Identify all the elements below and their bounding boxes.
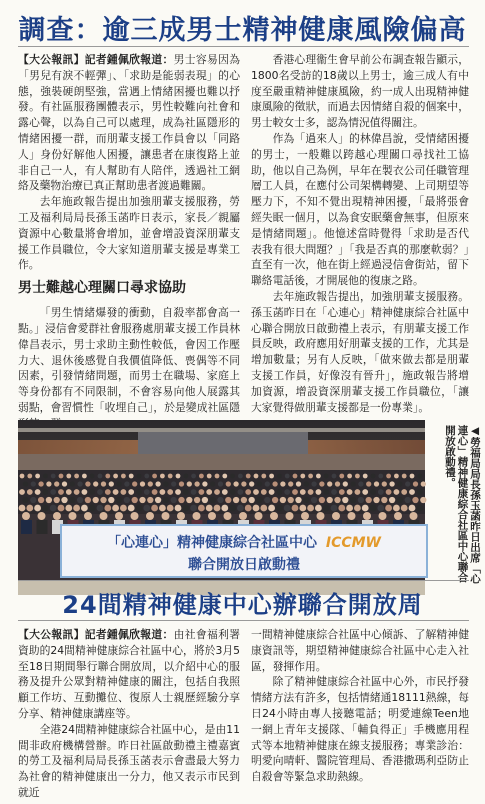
banner-subtitle: 聯合開放日啟動禮 (188, 557, 300, 573)
headline-survey: 調查：逾三成男士精神健康風險偏高 (18, 15, 467, 46)
section-rule (18, 580, 469, 581)
headline-open-week: 24間精神健康中心辦聯合開放周 (62, 591, 423, 619)
article1-subheading: 男士難越心理關口尋求協助 (18, 280, 186, 297)
banner-logo: ICCMW (325, 535, 381, 551)
article1-paragraph: 香港心理衞生會早前公布調查報告顯示，1800名受訪的18歲以上男士，逾三成人有中度至嚴重精神健康風險，約一成人出現精神健康風險的徵狀，而過去因情緒自殺的個案中，男士較女士多，認為情況值得關注。 (251, 53, 469, 130)
article2-column-right (251, 627, 469, 804)
article1-paragraph: 作為「過來人」的林偉昌說，受情緒困擾的男士，一般難以跨越心理關口尋找社工協助，他以自己為例，早年在製衣公司任職管理層工人員，在應付公司架構轉變、上司期望等壓力下，不知不覺出現精神困擾，「最將張會經失眠一個月，以為食安眠藥會無事，但原來是情緒問題」。他憶述當時覺得「求助是否代表我有很大問題？」「我是否真的那麼軟弱？」直至有一次，他在街上經過浸信會街站，留下聯絡電話後，才開展他的復康之路。 (251, 131, 469, 288)
article2-byline: 【大公報訊】記者鍾佩欣報道： (18, 628, 174, 641)
photo-caption: ◀勞福局局長孫玉菡昨日出席「心連心」精神健康綜合社區中心聯合開放啟動禮。 (444, 425, 481, 584)
article1-paragraph: 「男生情緒爆發的衝動，自殺率都會高一點。」浸信會愛群社會服務處朋輩支援工作員林偉昌表示，男士求助主動性較低，會因工作壓力大、退休後感覺自我價值降低、喪偶等不同因素，引發情緒問題，而男士在職場、家庭上等身份都有不同限制，不會容易向他人展露其弱點，會習慣性「收埋自己」，於是變成社區隱 (18, 306, 240, 414)
headline-rule (18, 46, 469, 47)
article2-paragraph (18, 627, 240, 722)
article1-column-left (18, 52, 240, 416)
article1-lead-text: 男士容易因為「男兒有淚不輕彈」、「求助是能弱表現」的心態，強裝硬朗堅強，當遇上情緒困擾也難以抒發。有社區服務團體表示，男性較難向社會和露心聲，以為自己可以處理，成為社區隱形的情緒困擾一群，而朋輩支援工作員會以「同路人」身份好解他人困擾，讓患者在康復路上並非自己一人，有人幫助有人陪伴，透過社工網絡及藥物治療已真正幫助患者渡過難關。 (18, 53, 241, 193)
banner-title: 「心連心」精神健康綜合社區中心 (106, 535, 317, 551)
article1-paragraph: 去年施政報告提出加強朋輩支援服務，勞工及福利局局長孫玉菡昨日表示，家長／親屬資源中心數量將會增加，並會增設資深朋輩支援工作員職位，令大家知道朋輩支援是專業工作。 (18, 195, 240, 272)
article2-column-left (18, 627, 240, 804)
article2-paragraph: 除了精神健康綜合社區中心外，市民抒發情緒方法有許多，包括情緒通18111熱線，每日24小時由專人接聽電話；明愛連線Teen地一網上青年支援隊、「輔負得正」手機應用程式等本地精神健康在線支援服務；專業診治：明愛向晴軒、醫院管理局、香港撒瑪利亞防止自殺會等緊急求助熱線。 (251, 675, 469, 784)
event-banner (60, 524, 428, 578)
headline-rule (18, 620, 469, 621)
article1-paragraph (18, 52, 240, 194)
article1-column-right (251, 52, 469, 416)
article1-byline: 【大公報訊】記者鍾佩欣報道： (18, 53, 174, 66)
launch-ceremony-photo (18, 420, 425, 595)
article2-lead-text: 由社會福利署資助的24間精神健康綜合社區中心，將於3月5至18日期間舉行聯合開放周，以介紹中心的服務及提升公眾對精神健康的關注，包括自我照顧工作坊、互動攤位、復原人士親歷經驗分享分享、精神健康講座等。 (18, 628, 241, 720)
article2-paragraph: 一間精神健康綜合社區中心傾訴、了解精神健康資訊等，期望精神健康綜合社區中心走入社區，發揮作用。 (251, 628, 469, 673)
article1-paragraph: 去年施政報告提出，加強朋輩支援服務。孫玉菡昨日在「心連心」精神健康綜合社區中心聯合開放日啟動禮上表示，有朋輩支援工作員反映，政府應用好朋輩支援的工作，尤其是增加數量；另有人反映，「做來做去都是朋輩支援工作員，好像沒有晉升」，施政報告將增加資源，增設資深朋輩支援工作員職位，「讓大家覺得做朋輩支援都是一份專業」。 (251, 289, 469, 414)
article2-paragraph: 全港24間精神健康綜合社區中心，是由11間非政府機構營辦。昨日社區啟動禮主禮嘉賓的勞工及福利局局長孫玉菡表示會盡最大努力為社會的精神健康出一分力，他又表示市民到就近 (18, 722, 240, 799)
